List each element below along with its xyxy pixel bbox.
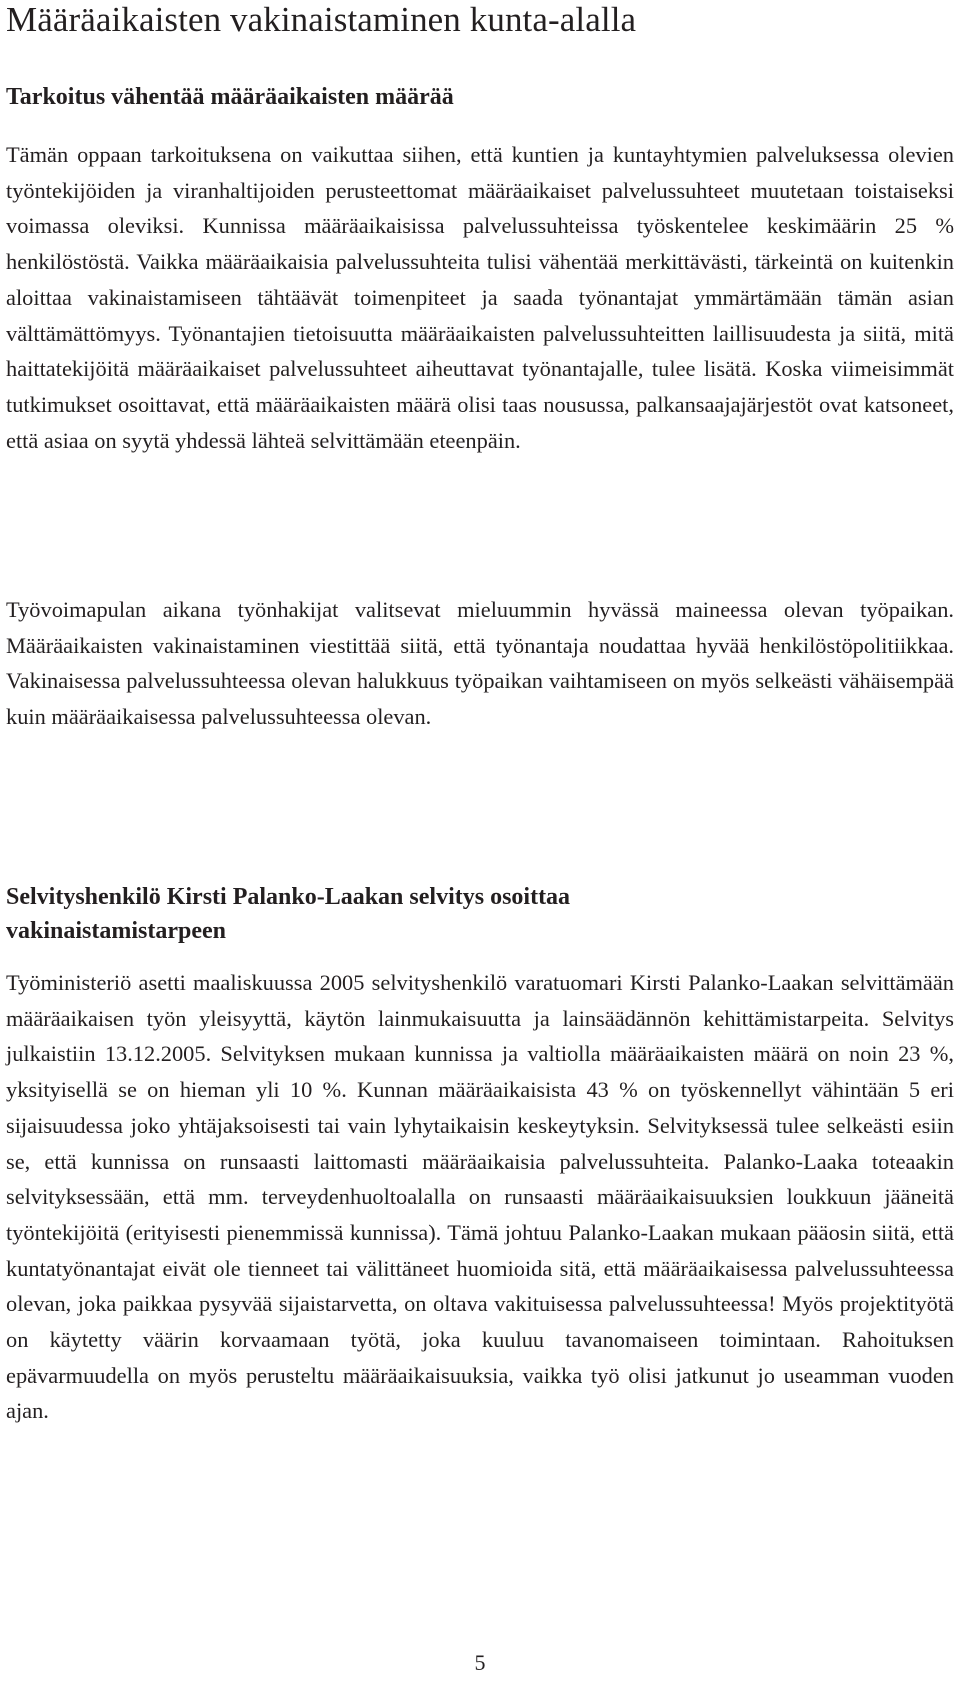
body-paragraph-1: Tämän oppaan tarkoituksena on vaikuttaa siihen, että kuntien ja kuntayhtymien palveluksessa olevien työntekijöiden ja viranhaltijoiden perusteettomat määräaikaiset palvelussuhteet muutetaan toistaiseksi voimassa oleviksi. Kunnissa määräaikaisissa palvelussuhteissa työskentelee keskimäärin 25 % henkilöstöstä. Vaikka määräaikaisia palvelussuhteita tulisi vähentää merkittävästi, tärkeintä on kuitenkin aloittaa vakinaistamiseen tähtäävät toimenpiteet ja saada työnantajat ymmärtämään tämän asian välttämättömyys. Työnantajien tietoisuutta määräaikaisten palvelussuhteitten laillisuudesta ja siitä, mitä haittatekijöitä määräaikaiset palvelussuhteet aiheuttavat työnantajalle, tulee lisätä. Koska viimeisimmät tutkimukset osoittavat, että määräaikaisten määrä olisi taas nousussa, palkansaajajärjestöt ovat katsoneet, että asiaa on syytä yhdessä lähteä selvittämään eteenpäin. [6, 142, 954, 453]
section-heading-purpose: Tarkoitus vähentää määräaikaisten määrää [6, 84, 454, 110]
body-paragraph-3: Työministeriö asetti maaliskuussa 2005 selvityshenkilö varatuomari Kirsti Palanko-Laakan selvittämään määräaikaisen työn yleisyyttä, käytön lainmukaisuutta ja lainsäädännön kehittämistarpeita. Selvitys julkaistiin 13.12.2005. Selvityksen mukaan kunnissa ja valtiolla määräaikaisten määrä on noin 23 %, yksityisellä se on hieman yli 10 %. Kunnan määräaikaisista 43 % on työskennellyt vähintään 5 eri sijaisuudessa joko yhtäjaksoisesti tai vain lyhytaikaisin keskeytyksin. Selvityksessä tulee selkeästi esiin se, että kunnissa on runsaasti laittomasti määräaikaisia palvelussuhteita. Palanko-Laaka toteaakin selvityksessään, että mm. terveydenhuoltoalalla on runsaasti määräaikaisuuksien loukkuun jääneitä työntekijöitä (erityisesti pienemmissä kunnissa). Tämä johtuu Palanko-Laakan mukaan pääosin siitä, että kuntatyönantajat eivät ole tienneet tai välittäneet huomioida sitä, että määräaikaisessa palvelussuhteessa olevan, joka paikkaa pysyvää sijaistarvetta, on oltava vakituisessa palvelussuhteessa! Myös projektityötä on käytetty väärin korvaamaan työtä, joka kuuluu tavanomaiseen toimintaan. Rahoituksen epävarmuudella on myös perusteltu määräaikaisuuksia, vaikka työ olisi jatkunut jo useamman vuoden ajan. [6, 970, 954, 1424]
section-heading-report: Selvityshenkilö Kirsti Palanko-Laakan selvitys osoittaa vakinaistamistarpeen [6, 884, 571, 944]
document-page [6, 0, 954, 1424]
body-paragraph-2: Työvoimapulan aikana työnhakijat valitsevat mieluummin hyvässä maineessa olevan työpaikan. Määräaikaisten vakinaistaminen viestittää siitä, että työnantaja noudattaa hyvää henkilöstöpolitiikkaa. Vakinaisessa palvelussuhteessa olevan halukkuus työpaikan vaihtamiseen on myös selkeästi vähäisempää kuin määräaikaisessa palvelussuhteessa olevan. [6, 597, 954, 730]
page-title: Määräaikaisten vakinaistaminen kunta-alalla [6, 0, 637, 39]
page-number: 5 [474, 1650, 486, 1675]
